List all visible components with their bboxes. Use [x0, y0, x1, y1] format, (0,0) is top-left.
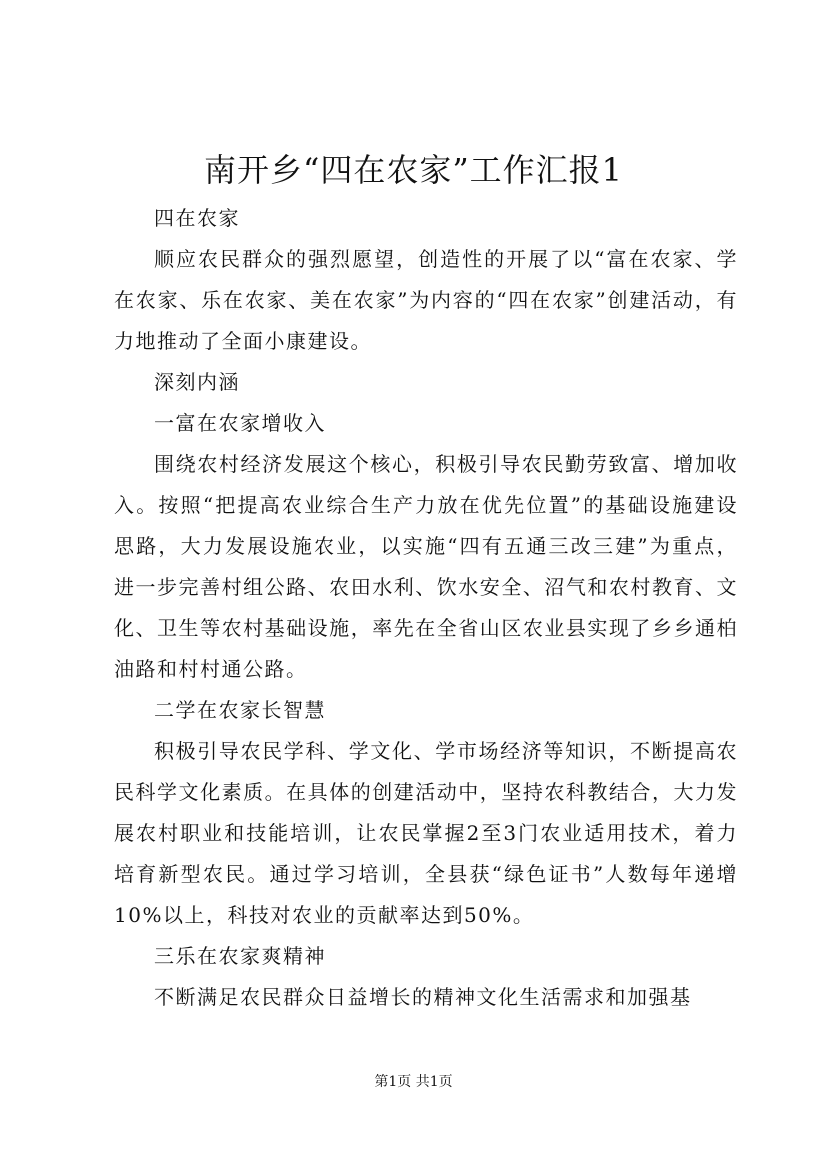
document-body	[114, 198, 738, 1018]
page-number: 第1页 共1页	[374, 1074, 453, 1090]
section-heading: 二学在农家长智慧	[154, 698, 326, 722]
section-heading: 深刻内涵	[154, 370, 240, 394]
body-paragraph: 围绕农村经济发展这个核心，积极引导农民勤劳致富、增加收入。按照“把提高农业综合生产力放在优先位置”的基础设施建设思路，大力发展设施农业，以实施“四有五通三改三建”为重点，进一步完善村组公路、农田水利、饮水安全、沼气和农村教育、文化、卫生等农村基础设施，率先在全省山区农业县实现了乡乡通柏油路和村村通公路。	[114, 452, 738, 681]
document-title: 南开乡“四在农家”工作汇报1	[203, 151, 624, 189]
body-paragraph: 积极引导农民学科、学文化、学市场经济等知识，不断提高农民科学文化素质。在具体的创建活动中，坚持农科教结合，大力发展农村职业和技能培训，让农民掌握2至3门农业适用技术，着力培育新型农民。通过学习培训，全县获“绿色证书”人数每年递增10%以上，科技对农业的贡献率达到50%。	[114, 739, 738, 927]
section-heading: 三乐在农家爽精神	[154, 944, 326, 968]
body-paragraph: 不断满足农民群众日益增长的精神文化生活需求和加强基	[154, 985, 692, 1009]
section-heading: 一富在农家增收入	[154, 411, 326, 435]
page-footer	[0, 1072, 827, 1092]
section-heading: 四在农家	[154, 206, 240, 230]
body-paragraph: 顺应农民群众的强烈愿望，创造性的开展了以“富在农家、学在农家、乐在农家、美在农家”为内容的“四在农家”创建活动，有力地推动了全面小康建设。	[114, 247, 738, 353]
